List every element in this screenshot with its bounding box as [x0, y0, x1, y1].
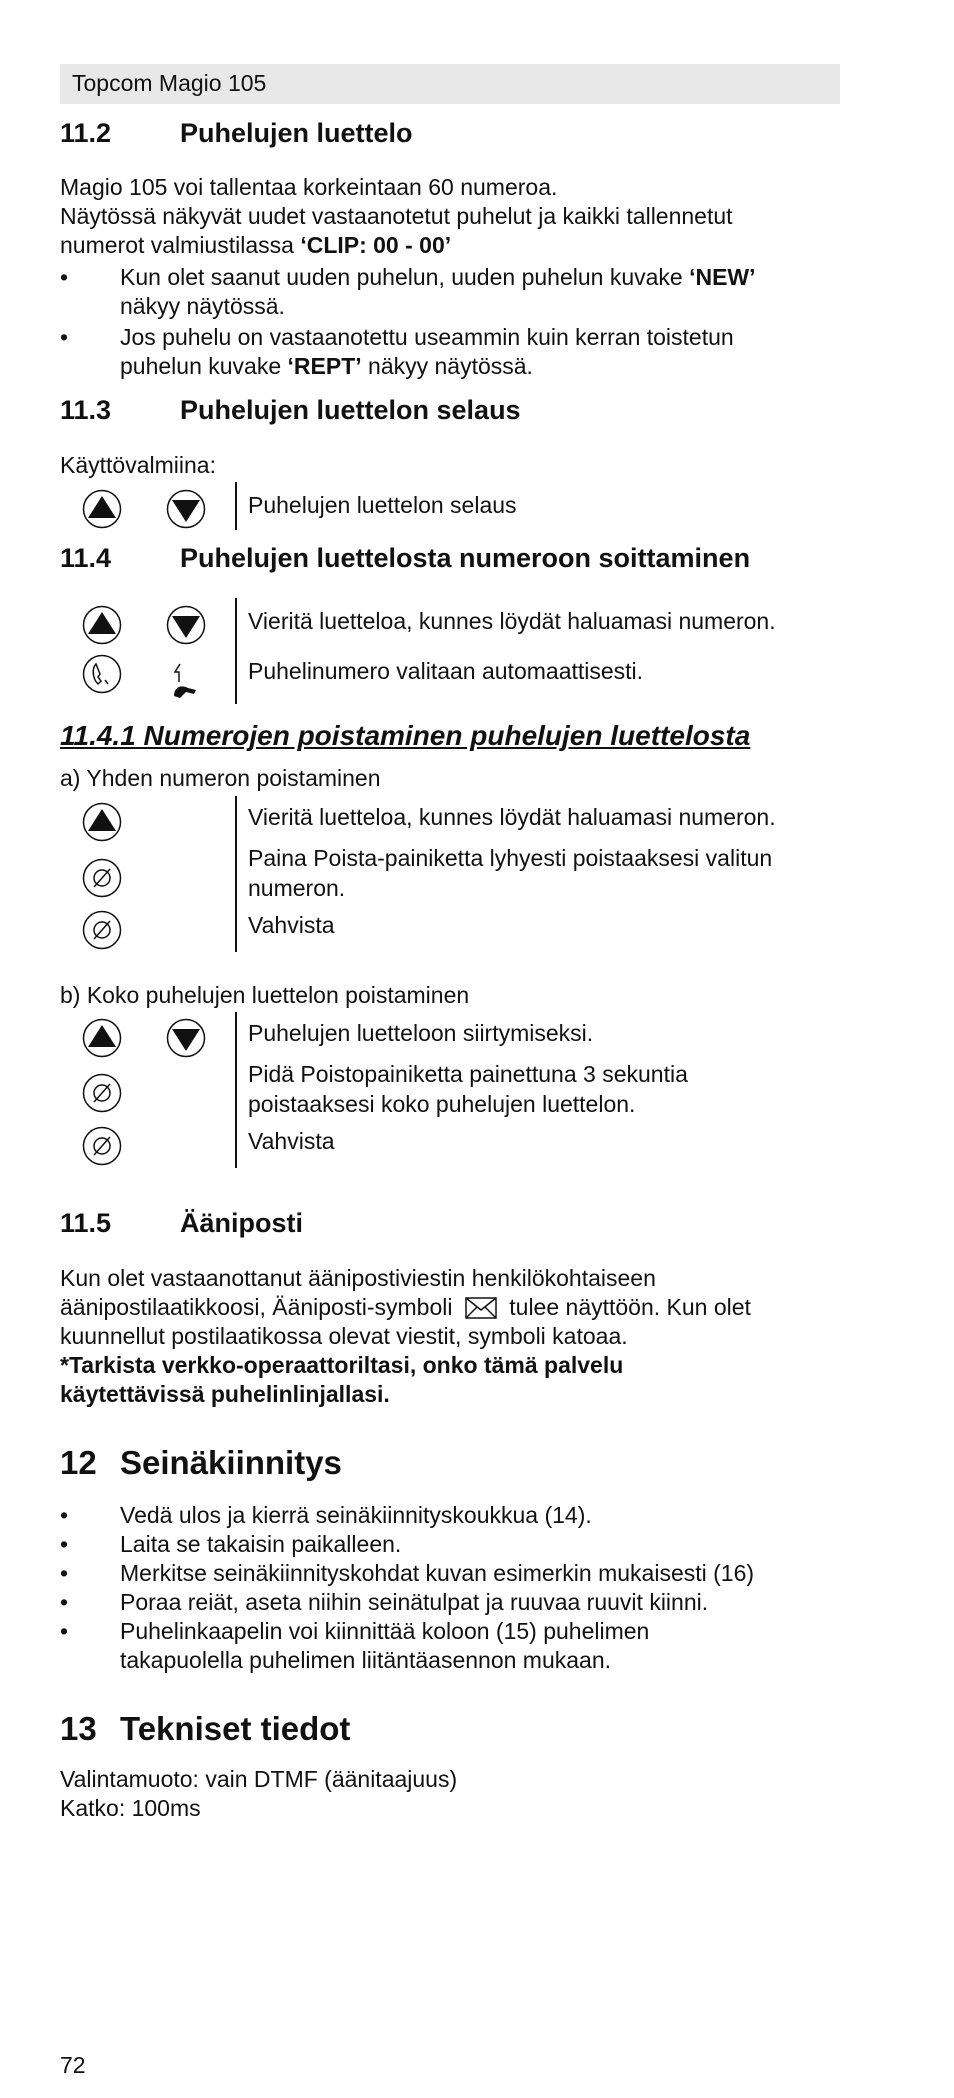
- step-divider: [235, 796, 237, 952]
- subheading-11-4-1: 11.4.1 Numerojen poistaminen puhelujen luettelosta: [60, 720, 751, 751]
- note-bold: käytettävissä puhelinlinjallasi.: [60, 1381, 390, 1407]
- header-title: Topcom Magio 105: [72, 70, 267, 96]
- heading-13: 13 Tekniset tiedot: [60, 1710, 351, 1747]
- heading-11-3: 11.3 Puhelujen luettelon selaus: [60, 395, 521, 425]
- step-divider: [235, 598, 237, 704]
- step-text: Puhelujen luetteloon siirtymiseksi.: [248, 1020, 594, 1046]
- note-bold: *Tarkista verkko-operaattoriltasi, onko tämä palvelu: [60, 1352, 624, 1378]
- up-arrow-icon: [82, 802, 122, 842]
- delete-button-icon: [82, 858, 122, 898]
- paragraph: äänipostilaatikkoosi, Ääniposti-symboli tulee näyttöön. Kun olet: [60, 1294, 751, 1320]
- step-text: poistaaksesi koko puhelujen luettelon.: [248, 1091, 636, 1117]
- delete-button-icon: [82, 1126, 122, 1166]
- delete-button-icon: [82, 910, 122, 950]
- step-text: numeron.: [248, 875, 346, 901]
- paragraph: Magio 105 voi tallentaa korkeintaan 60 numeroa.: [60, 174, 558, 200]
- step-text: Puhelinumero valitaan automaattisesti.: [248, 658, 644, 684]
- step-divider: [235, 482, 237, 530]
- down-arrow-icon: [166, 605, 206, 645]
- paragraph: kuunnellut postilaatikossa olevat viestit, symboli katoaa.: [60, 1323, 628, 1349]
- delete-button-icon: [82, 1073, 122, 1113]
- voicemail-envelope-icon: [465, 1295, 497, 1321]
- step-text: Vieritä luetteloa, kunnes löydät haluamasi numeron.: [248, 804, 776, 830]
- paragraph: a) Yhden numeron poistaminen: [60, 765, 381, 791]
- step-text: Pidä Poistopainiketta painettuna 3 sekuntia: [248, 1061, 688, 1087]
- step-text: Puhelujen luettelon selaus: [248, 492, 517, 518]
- up-arrow-icon: [82, 605, 122, 645]
- up-arrow-icon: [82, 1018, 122, 1058]
- heading-11-5: 11.5 Ääniposti: [60, 1208, 304, 1238]
- heading-11-2: 11.2 Puhelujen luettelo: [60, 118, 413, 148]
- step-text: Vahvista: [248, 912, 335, 938]
- paragraph: Kun olet vastaanottanut äänipostiviestin henkilökohtaiseen: [60, 1265, 656, 1291]
- handset-lift-icon: [166, 660, 206, 700]
- heading-11-4: 11.4 Puhelujen luettelosta numeroon soittaminen: [60, 543, 751, 573]
- paragraph: Käyttövalmiina:: [60, 452, 216, 478]
- step-text: Paina Poista-painiketta lyhyesti poistaaksesi valitun: [248, 845, 773, 871]
- manual-page: Topcom Magio 105 11.2 Puhelujen luettelo Magio 105 voi tallentaa korkeintaan 60 numeroa. Näytössä näkyvät uudet vastaanotetut puhelut ja kaikki tallennetut numerot valmiustilassa ‘CLIP: 00 - 00’ • Kun olet saanut uuden puhelun, uuden puhelun kuvake ‘NEW’ näkyy näytössä. • Jos puhelu on vastaanotettu useammin kuin kerran toistetun puhelun kuvake ‘REPT’ näkyy näytössä. 11.3 Puhelujen luettelon selaus Käyttövalmiina: Puhelujen luettelon selaus 11.4 Puhelujen luettelosta numeroon soittaminen Vieritä luetteloa, kunnes löydät haluamasi numeron. Puhelinumero valitaan automaattisesti. 11.4.1 Numerojen poistaminen puhelujen luettelosta a) Yhden numeron poistaminen Vieritä luetteloa, kunnes löydät haluamasi numeron. Paina Poista-painiketta lyhyesti poistaaksesi valitun numeron. Vahvista b) Koko puhelujen luettelon poistaminen Puhelujen luetteloon siirtymiseksi. Pidä Poistopainiketta painettuna 3 sekuntia poistaaksesi koko puhelujen luettelon. Vahvista 11.5 Ääniposti Kun olet vastaanottanut äänipostiviestin henkilökohtaiseen äänipostilaatikkoosi, Ääniposti-symboli tulee näyttöön. Kun olet kuunnellut postilaatikossa olevat viestit, symboli katoaa. *Tarkista verkko-operaattoriltasi, onko tämä palvelu käytettävissä puhelinlinjallasi. 12 Seinäkiinnitys • Vedä ulos ja kierrä seinäkiinnityskoukkua (14). • Laita se takaisin paikalleen. • Merkitse seinäkiinnityskohdat kuvan esimerkin mukaisesti (16) • Poraa reiät, aseta niihin seinätulpat ja ruuvaa ruuvit kiinni. • Puhelinkaapelin voi kiinnittää koloon (15) puhelimen takapuolella puhelimen liitäntäasennon mukaan. 13 Tekniset tiedot Valintamuoto: vain DTMF (äänitaajuus) Katko: 100ms 72: [0, 0, 954, 2098]
- down-arrow-icon: [166, 1018, 206, 1058]
- paragraph: Näytössä näkyvät uudet vastaanotetut puhelut ja kaikki tallennetut: [60, 203, 733, 229]
- down-arrow-icon: [166, 489, 206, 529]
- step-divider: [235, 1012, 237, 1168]
- heading-12: 12 Seinäkiinnitys: [60, 1444, 342, 1481]
- paragraph: b) Koko puhelujen luettelon poistaminen: [60, 982, 470, 1008]
- up-arrow-icon: [82, 489, 122, 529]
- paragraph: Valintamuoto: vain DTMF (äänitaajuus): [60, 1766, 458, 1792]
- paragraph: Katko: 100ms: [60, 1795, 201, 1821]
- step-text: Vieritä luetteloa, kunnes löydät haluamasi numeron.: [248, 608, 776, 634]
- call-button-icon: [82, 654, 122, 694]
- page-number: 72: [60, 2052, 86, 2078]
- step-text: Vahvista: [248, 1128, 335, 1154]
- paragraph: numerot valmiustilassa ‘CLIP: 00 - 00’: [60, 232, 452, 258]
